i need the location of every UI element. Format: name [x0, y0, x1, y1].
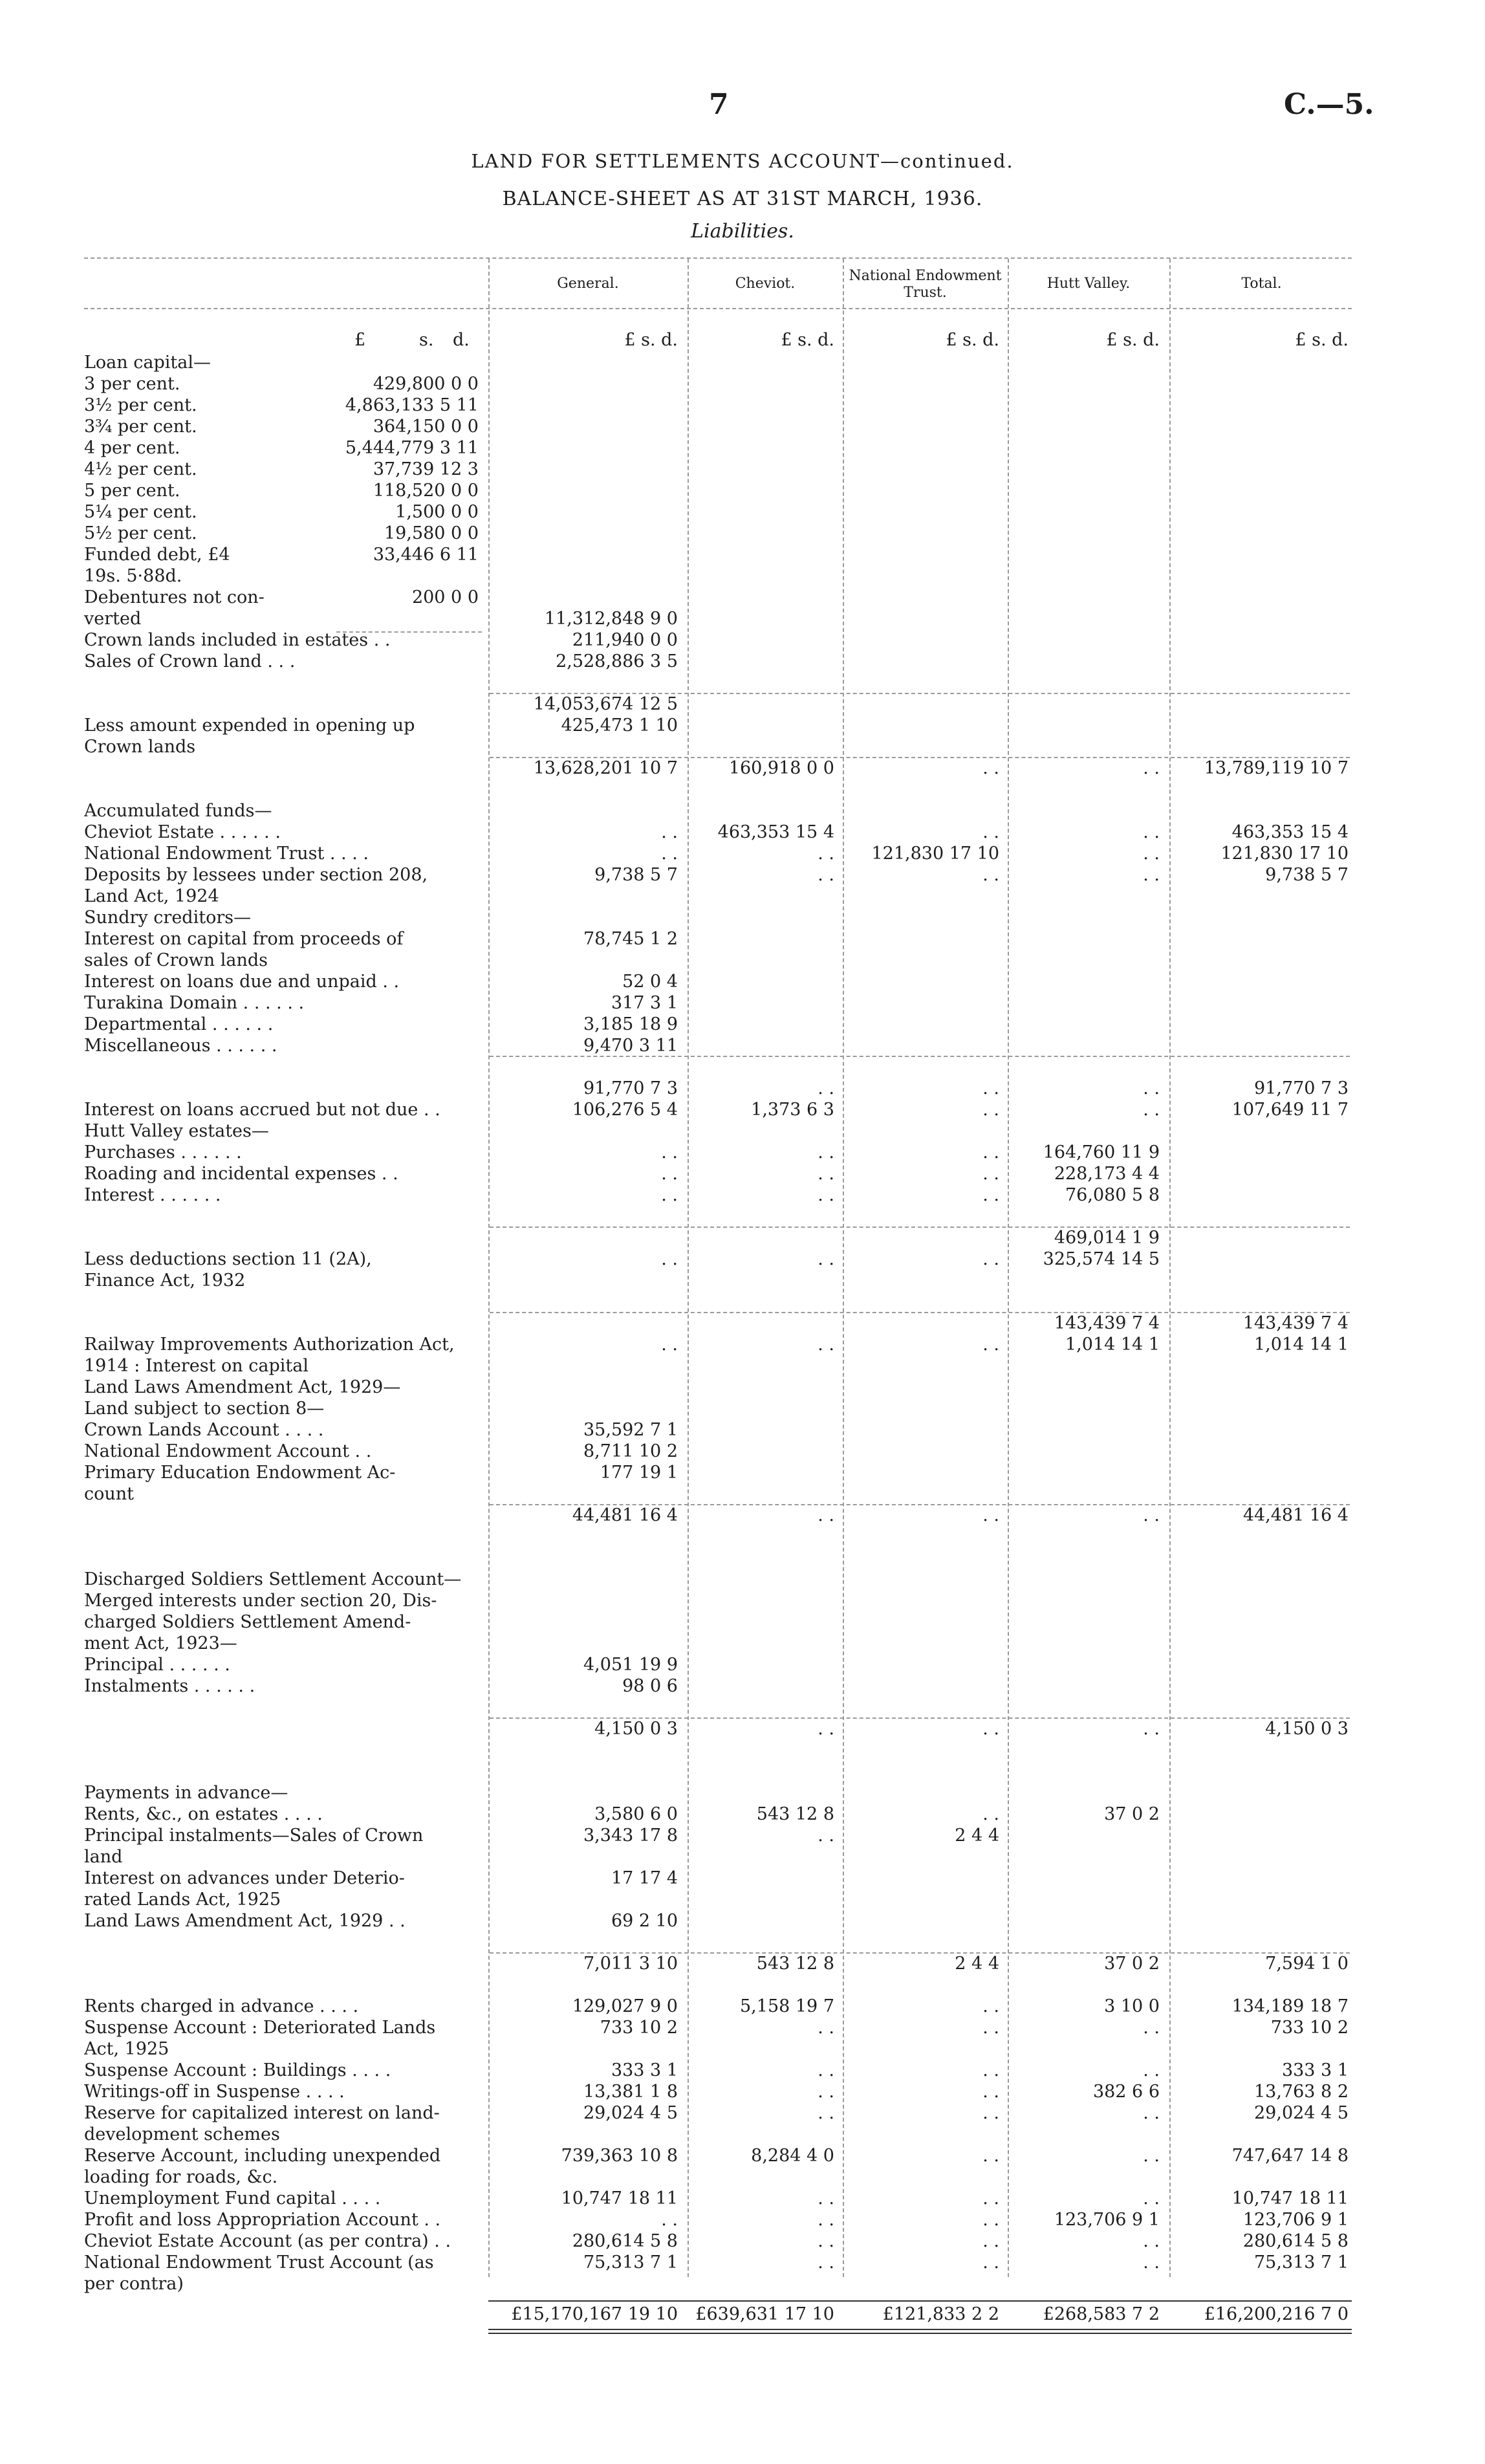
- row-label: Interest on advances under Deterio-: [84, 1868, 405, 1888]
- cell-net: . .: [982, 1505, 999, 1525]
- cell-hutt: . .: [1143, 865, 1160, 885]
- loan-label: 5½ per cent.: [84, 523, 197, 543]
- cell-cheviot: 463,353 15 4: [717, 822, 834, 842]
- cell-cheviot: . .: [818, 1249, 834, 1269]
- row-label: Land Laws Amendment Act, 1929—: [84, 1377, 401, 1397]
- cell-general: . .: [661, 1164, 678, 1184]
- cell-hutt: . .: [1143, 758, 1160, 778]
- cell-total: 13,789,119 10 7: [1204, 758, 1349, 778]
- cell-general: 7,011 3 10: [583, 1954, 678, 1974]
- row-label: Unemployment Fund capital . . . .: [84, 2188, 381, 2208]
- row-label: National Endowment Trust . . . .: [84, 844, 369, 864]
- cell-total: 121,830 17 10: [1220, 844, 1349, 864]
- cell-general: . .: [661, 1185, 678, 1205]
- cell-general: 17 17 4: [611, 1868, 678, 1888]
- cell-general: 98 0 6: [622, 1676, 678, 1696]
- row-label: 1914 : Interest on capital: [84, 1356, 309, 1376]
- row-label: Crown lands: [84, 737, 196, 757]
- document-title: LAND FOR SETTLEMENTS ACCOUNT—continued.: [471, 150, 1014, 172]
- row-label: Payments in advance—: [84, 1783, 288, 1803]
- row-label: Primary Education Endowment Ac-: [84, 1463, 396, 1483]
- loan-amount: 118,520 0 0: [373, 481, 479, 501]
- cell-general: 211,940 0 0: [572, 630, 678, 650]
- cell-cheviot: . .: [818, 1185, 834, 1205]
- cell-general: 8,711 10 2: [583, 1441, 678, 1461]
- currency-header: £ s. d.: [624, 330, 678, 350]
- row-label: Crown lands included in estates . .: [84, 630, 391, 650]
- row-label: Profit and loss Appropriation Account . .: [84, 2210, 441, 2230]
- column-header: Cheviot.: [735, 276, 796, 292]
- cell-net: . .: [982, 2146, 999, 2166]
- row-label: Miscellaneous . . . . . .: [84, 1036, 277, 1056]
- cell-total: 463,353 15 4: [1231, 822, 1349, 842]
- row-label: land: [84, 1847, 123, 1867]
- cell-general: 317 3 1: [611, 993, 678, 1013]
- cell-cheviot: . .: [818, 1335, 834, 1355]
- cell-net: . .: [982, 1078, 999, 1098]
- cell-cheviot: 543 12 8: [756, 1954, 834, 1974]
- cell-general: 35,592 7 1: [583, 1420, 678, 1440]
- cell-total: 280,614 5 8: [1242, 2231, 1349, 2251]
- cell-general: 3,185 18 9: [583, 1014, 678, 1034]
- cell-total: 747,647 14 8: [1231, 2146, 1349, 2166]
- column-divider: [488, 259, 490, 2277]
- cell-net: . .: [982, 1164, 999, 1184]
- row-label: Rents, &c., on estates . . . .: [84, 1804, 323, 1824]
- row-label: Accumulated funds—: [84, 801, 272, 821]
- loan-amount: 33,446 6 11: [373, 545, 479, 565]
- cell-general: 129,027 9 0: [572, 1996, 678, 2016]
- subtotal-rule: [490, 1056, 1350, 1057]
- row-label: Turakina Domain . . . . . .: [84, 993, 305, 1013]
- row-label: loading for roads, &c.: [84, 2167, 278, 2187]
- cell-net: . .: [982, 1996, 999, 2016]
- cell-hutt: 3 10 0: [1104, 1996, 1160, 2016]
- loan-amount: 37,739 12 3: [373, 459, 479, 479]
- row-label: Instalments . . . . . .: [84, 1676, 255, 1696]
- loan-label: 19s. 5·88d.: [84, 566, 182, 586]
- cell-general: . .: [661, 1335, 678, 1355]
- loan-amount: 364,150 0 0: [373, 417, 479, 437]
- loan-label: Funded debt, £4: [84, 545, 230, 565]
- cell-cheviot: . .: [818, 2231, 834, 2251]
- column-header: National Endowment Trust.: [849, 268, 1002, 301]
- subtotal-rule: [490, 757, 1350, 758]
- page-number: 7: [709, 88, 729, 121]
- loan-label: 3 per cent.: [84, 374, 180, 394]
- cell-total: 123,706 9 1: [1242, 2210, 1349, 2230]
- cell-general: 44,481 16 4: [572, 1505, 678, 1525]
- row-label: Principal . . . . . .: [84, 1655, 230, 1675]
- subtotal-rule: [490, 1312, 1350, 1313]
- currency-header-pence: d.: [453, 330, 470, 350]
- row-label: National Endowment Trust Account (as: [84, 2252, 434, 2273]
- loan-amount: 19,580 0 0: [384, 523, 479, 543]
- cell-cheviot: . .: [818, 2018, 834, 2038]
- cell-hutt: . .: [1143, 2146, 1160, 2166]
- cell-general: 13,628,201 10 7: [533, 758, 678, 778]
- row-label: Purchases . . . . . .: [84, 1142, 242, 1162]
- cell-net: . .: [982, 1100, 999, 1120]
- cell-hutt: . .: [1143, 2018, 1160, 2038]
- cell-general: 69 2 10: [611, 1911, 678, 1931]
- cell-net: . .: [982, 822, 999, 842]
- loan-label: 3¾ per cent.: [84, 417, 197, 437]
- cell-cheviot: . .: [818, 2060, 834, 2080]
- cell-hutt: 469,014 1 9: [1054, 1228, 1160, 1248]
- cell-net: . .: [982, 2082, 999, 2102]
- currency-header: £ s. d.: [1295, 330, 1349, 350]
- cell-total: 44,481 16 4: [1242, 1505, 1349, 1525]
- row-label: Interest . . . . . .: [84, 1185, 221, 1205]
- cell-hutt: . .: [1143, 2060, 1160, 2080]
- cell-hutt: . .: [1143, 2103, 1160, 2123]
- row-label: Land Laws Amendment Act, 1929 . .: [84, 1911, 406, 1931]
- cell-net: . .: [982, 2103, 999, 2123]
- row-label: National Endowment Account . .: [84, 1441, 372, 1461]
- row-label: Interest on loans due and unpaid . .: [84, 972, 400, 992]
- cell-net: . .: [982, 2252, 999, 2273]
- cell-general: . .: [661, 844, 678, 864]
- cell-net: 121,830 17 10: [871, 844, 999, 864]
- grand-total-cheviot: £639,631 17 10: [695, 2304, 834, 2324]
- cell-hutt: . .: [1143, 2252, 1160, 2273]
- loan-label: Loan capital—: [84, 353, 211, 373]
- cell-net: . .: [982, 2210, 999, 2230]
- loan-label: Debentures not con-: [84, 587, 265, 607]
- subtotal-rule: [490, 1717, 1350, 1719]
- cell-hutt: 143,439 7 4: [1054, 1313, 1160, 1333]
- cell-general: 177 19 1: [600, 1463, 678, 1483]
- row-label: Sales of Crown land . . .: [84, 651, 296, 671]
- page-reference: C.—5.: [1284, 88, 1374, 121]
- cell-hutt: 1,014 14 1: [1065, 1335, 1160, 1355]
- cell-cheviot: 543 12 8: [756, 1804, 834, 1824]
- cell-net: . .: [982, 2188, 999, 2208]
- cell-total: 1,014 14 1: [1254, 1335, 1349, 1355]
- cell-total: 143,439 7 4: [1242, 1313, 1349, 1333]
- cell-general: 4,051 19 9: [583, 1655, 678, 1675]
- cell-net: . .: [982, 1719, 999, 1739]
- cell-cheviot: 160,918 0 0: [728, 758, 834, 778]
- cell-net: . .: [982, 865, 999, 885]
- loan-label: verted: [84, 609, 142, 629]
- cell-general: 106,276 5 4: [572, 1100, 678, 1120]
- cell-general: . .: [661, 2210, 678, 2230]
- loan-label: 3½ per cent.: [84, 395, 197, 415]
- cell-net: . .: [982, 1249, 999, 1269]
- loan-amount: 5,444,779 3 11: [345, 438, 479, 458]
- loan-amount: 1,500 0 0: [395, 502, 479, 522]
- cell-total: 91,770 7 3: [1254, 1078, 1349, 1098]
- cell-total: 107,649 11 7: [1231, 1100, 1349, 1120]
- cell-total: 9,738 5 7: [1265, 865, 1349, 885]
- cell-total: 10,747 18 11: [1231, 2188, 1349, 2208]
- cell-cheviot: . .: [818, 2210, 834, 2230]
- row-label: Cheviot Estate Account (as per contra) . .: [84, 2231, 451, 2251]
- currency-header: £ s. d.: [781, 330, 834, 350]
- cell-cheviot: . .: [818, 2082, 834, 2102]
- cell-net: . .: [982, 2060, 999, 2080]
- cell-cheviot: . .: [818, 2252, 834, 2273]
- row-label: Crown Lands Account . . . .: [84, 1420, 324, 1440]
- row-label: Hutt Valley estates—: [84, 1121, 269, 1141]
- loan-label: 5¼ per cent.: [84, 502, 197, 522]
- row-label: charged Soldiers Settlement Amend-: [84, 1612, 411, 1632]
- cell-net: . .: [982, 1335, 999, 1355]
- cell-cheviot: . .: [818, 1826, 834, 1846]
- cell-hutt: 228,173 4 4: [1054, 1164, 1160, 1184]
- row-label: Departmental . . . . . .: [84, 1014, 274, 1034]
- column-header: General.: [557, 276, 619, 292]
- table-caption: Liabilities.: [691, 220, 794, 243]
- cell-general: 425,473 1 10: [561, 715, 678, 736]
- cell-total: 134,189 18 7: [1231, 1996, 1349, 2016]
- cell-hutt: 382 6 6: [1092, 2082, 1160, 2102]
- column-header: Total.: [1241, 276, 1282, 292]
- loan-amount: 4,863,133 5 11: [345, 395, 479, 415]
- row-label: Land Act, 1924: [84, 886, 219, 906]
- cell-cheviot: . .: [818, 1164, 834, 1184]
- cell-total: 7,594 1 0: [1265, 1954, 1349, 1974]
- cell-general: 52 0 4: [622, 972, 678, 992]
- row-label: ment Act, 1923—: [84, 1633, 237, 1653]
- cell-hutt: . .: [1143, 1078, 1160, 1098]
- cell-hutt: . .: [1143, 2188, 1160, 2208]
- cell-general: 14,053,674 12 5: [533, 694, 678, 714]
- currency-header: £ s. d.: [1106, 330, 1160, 350]
- row-label: Interest on capital from proceeds of: [84, 929, 404, 949]
- cell-net: . .: [982, 2018, 999, 2038]
- cell-net: . .: [982, 758, 999, 778]
- loan-amount: 200 0 0: [411, 587, 479, 607]
- cell-general: 333 3 1: [611, 2060, 678, 2080]
- cell-hutt: . .: [1143, 1100, 1160, 1120]
- loan-amount: 429,800 0 0: [373, 374, 479, 394]
- cell-cheviot: . .: [818, 1078, 834, 1098]
- row-label: sales of Crown lands: [84, 950, 268, 970]
- cell-hutt: 76,080 5 8: [1065, 1185, 1160, 1205]
- subtotal-rule: [490, 1504, 1350, 1505]
- row-label: Less amount expended in opening up: [84, 715, 415, 736]
- cell-general: 11,312,848 9 0: [544, 609, 678, 629]
- row-label: development schemes: [84, 2124, 280, 2144]
- currency-header-shilling: s.: [419, 330, 434, 350]
- cell-general: 13,381 1 8: [583, 2082, 678, 2102]
- cell-general: 75,313 7 1: [583, 2252, 678, 2273]
- cell-net: . .: [982, 1142, 999, 1162]
- row-label: Interest on loans accrued but not due . .: [84, 1100, 440, 1120]
- cell-general: 29,024 4 5: [583, 2103, 678, 2123]
- subtotal-rule: [490, 1952, 1350, 1954]
- grand-total-general: £15,170,167 19 10: [511, 2304, 678, 2324]
- grand-total-hutt: £268,583 7 2: [1043, 2304, 1160, 2324]
- cell-hutt: . .: [1143, 844, 1160, 864]
- row-label: Finance Act, 1932: [84, 1270, 246, 1291]
- cell-cheviot: . .: [818, 1719, 834, 1739]
- cell-general: 3,343 17 8: [583, 1826, 678, 1846]
- cell-hutt: . .: [1143, 1719, 1160, 1739]
- cell-net: . .: [982, 1185, 999, 1205]
- cell-net: . .: [982, 2231, 999, 2251]
- currency-header: £ s. d.: [946, 330, 999, 350]
- cell-general: 280,614 5 8: [572, 2231, 678, 2251]
- column-header: Hutt Valley.: [1046, 276, 1131, 292]
- loan-label: 4½ per cent.: [84, 459, 197, 479]
- cell-general: 9,470 3 11: [583, 1036, 678, 1056]
- cell-total: 29,024 4 5: [1254, 2103, 1349, 2123]
- row-label: Principal instalments—Sales of Crown: [84, 1826, 424, 1846]
- row-label: Reserve for capitalized interest on land-: [84, 2103, 440, 2123]
- cell-general: 3,580 6 0: [594, 1804, 678, 1824]
- cell-hutt: . .: [1143, 822, 1160, 842]
- grand-total-double-rule-1: [488, 2329, 1352, 2330]
- cell-hutt: 325,574 14 5: [1043, 1249, 1160, 1269]
- cell-cheviot: . .: [818, 2188, 834, 2208]
- cell-hutt: 164,760 11 9: [1043, 1142, 1160, 1162]
- cell-cheviot: . .: [818, 865, 834, 885]
- row-label: per contra): [84, 2274, 184, 2294]
- cell-cheviot: 1,373 6 3: [751, 1100, 834, 1120]
- grand-total-double-rule-2: [488, 2333, 1352, 2334]
- cell-general: . .: [661, 1142, 678, 1162]
- subtotal-rule: [490, 1227, 1350, 1228]
- cell-general: 733 10 2: [600, 2018, 678, 2038]
- cell-general: 78,745 1 2: [583, 929, 678, 949]
- row-label: Rents charged in advance . . . .: [84, 1996, 359, 2016]
- row-label: Act, 1925: [84, 2039, 169, 2059]
- cell-cheviot: . .: [818, 844, 834, 864]
- row-label: Cheviot Estate . . . . . .: [84, 822, 281, 842]
- cell-general: 4,150 0 3: [594, 1719, 678, 1739]
- cell-net: . .: [982, 1804, 999, 1824]
- row-label: Deposits by lessees under section 208,: [84, 865, 428, 885]
- cell-total: 13,763 8 2: [1254, 2082, 1349, 2102]
- cell-hutt: . .: [1143, 2231, 1160, 2251]
- loan-label: 4 per cent.: [84, 438, 180, 458]
- cell-cheviot: 5,158 19 7: [740, 1996, 834, 2016]
- cell-net: 2 4 4: [955, 1826, 999, 1846]
- cell-hutt: . .: [1143, 1505, 1160, 1525]
- cell-total: 733 10 2: [1270, 2018, 1349, 2038]
- cell-general: 10,747 18 11: [561, 2188, 678, 2208]
- row-label: Discharged Soldiers Settlement Account—: [84, 1569, 462, 1589]
- row-label: Less deductions section 11 (2A),: [84, 1249, 372, 1269]
- cell-hutt: 37 0 2: [1104, 1804, 1160, 1824]
- row-label: Suspense Account : Deteriorated Lands: [84, 2018, 436, 2038]
- row-label: count: [84, 1484, 135, 1504]
- currency-header-pound: £: [354, 330, 366, 350]
- cell-general: 2,528,886 3 5: [556, 651, 678, 671]
- cell-cheviot: . .: [818, 1142, 834, 1162]
- header-bottom-rule: [84, 308, 1352, 309]
- document-subtitle: BALANCE-SHEET AS AT 31ST MARCH, 1936.: [502, 188, 983, 210]
- loan-label: 5 per cent.: [84, 481, 180, 501]
- cell-total: 4,150 0 3: [1265, 1719, 1349, 1739]
- cell-cheviot: . .: [818, 1505, 834, 1525]
- row-label: rated Lands Act, 1925: [84, 1890, 281, 1910]
- cell-general: 9,738 5 7: [594, 865, 678, 885]
- cell-total: 75,313 7 1: [1254, 2252, 1349, 2273]
- column-divider: [1169, 259, 1171, 2277]
- subtotal-rule: [490, 693, 1350, 694]
- header-top-rule: [84, 257, 1352, 259]
- row-label: Reserve Account, including unexpended: [84, 2146, 441, 2166]
- grand-total-top-rule: [488, 2300, 1352, 2302]
- grand-total-net: £121,833 2 2: [882, 2304, 999, 2324]
- cell-general: 739,363 10 8: [561, 2146, 678, 2166]
- row-label: Merged interests under section 20, Dis-: [84, 1591, 437, 1611]
- cell-cheviot: 8,284 4 0: [751, 2146, 834, 2166]
- cell-hutt: 37 0 2: [1104, 1954, 1160, 1974]
- cell-cheviot: . .: [818, 2103, 834, 2123]
- row-label: Roading and incidental expenses . .: [84, 1164, 398, 1184]
- cell-total: 333 3 1: [1281, 2060, 1349, 2080]
- cell-general: . .: [661, 822, 678, 842]
- cell-hutt: 123,706 9 1: [1054, 2210, 1160, 2230]
- row-label: Railway Improvements Authorization Act,: [84, 1335, 455, 1355]
- row-label: Suspense Account : Buildings . . . .: [84, 2060, 391, 2080]
- cell-general: 91,770 7 3: [583, 1078, 678, 1098]
- cell-general: . .: [661, 1249, 678, 1269]
- row-label: Writings-off in Suspense . . . .: [84, 2082, 345, 2102]
- row-label: Sundry creditors—: [84, 908, 252, 928]
- row-label: Land subject to section 8—: [84, 1399, 325, 1419]
- cell-net: 2 4 4: [955, 1954, 999, 1974]
- grand-total-total: £16,200,216 7 0: [1204, 2304, 1349, 2324]
